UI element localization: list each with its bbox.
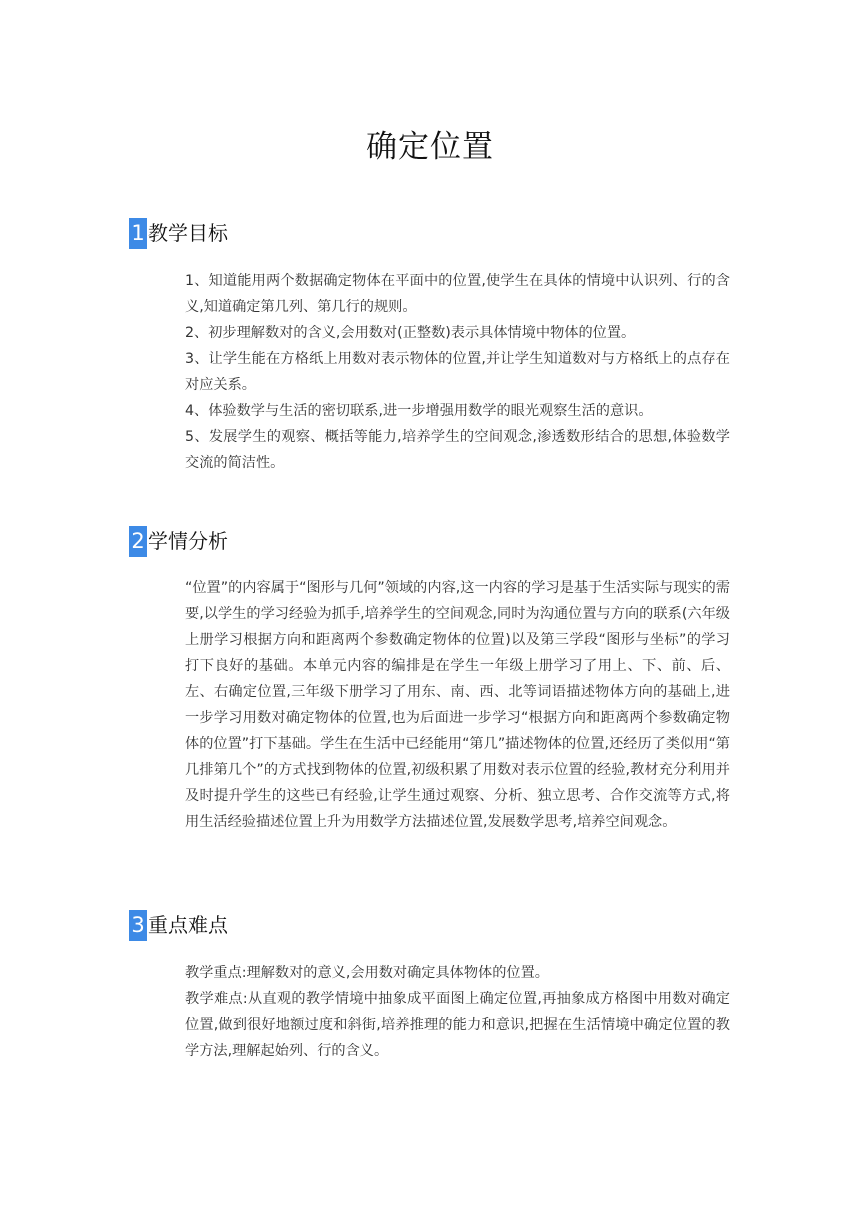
section-number-badge: 3: [129, 910, 147, 941]
section-title: 学情分析: [148, 529, 228, 553]
section-number-badge: 1: [129, 218, 147, 249]
section-body-key-points: [185, 960, 730, 1064]
difficulty-paragraph: 教学难点:从直观的教学情境中抽象成平面图上确定位置,再抽象成方格图中用数对确定位置,做到很好地额过度和斜街,培养推理的能力和意识,把握在生活情境中确定位置的教学方法,理解起始列、行的含义。: [185, 991, 730, 1059]
section-number-badge: 2: [129, 526, 147, 557]
goal-item: 2、初步理解数对的含义,会用数对(正整数)表示具体情境中物体的位置。: [185, 325, 636, 341]
goal-item: 3、让学生能在方格纸上用数对表示物体的位置,并让学生知道数对与方格纸上的点存在对应关系。: [185, 351, 730, 393]
section-body-teaching-goals: [185, 268, 730, 476]
page-title: 确定位置: [366, 128, 494, 165]
section-title: 重点难点: [148, 913, 228, 937]
section-heading-learner-analysis: [129, 526, 228, 557]
goal-item: 1、知道能用两个数据确定物体在平面中的位置,使学生在具体的情境中认识列、行的含义,知道确定第几列、第几行的规则。: [185, 273, 730, 315]
section-heading-key-points: [129, 910, 228, 941]
goal-item: 4、体验数学与生活的密切联系,进一步增强用数学的眼光观察生活的意识。: [185, 403, 653, 419]
goal-item: 5、发展学生的观察、概括等能力,培养学生的空间观念,渗透数形结合的思想,体验数学交流的简洁性。: [185, 429, 730, 471]
section-title: 教学目标: [148, 221, 228, 245]
key-point-paragraph: 教学重点:理解数对的意义,会用数对确定具体物体的位置。: [185, 965, 549, 981]
section-body-learner-analysis: [185, 575, 730, 835]
section-heading-teaching-goals: [129, 218, 228, 249]
analysis-paragraph: “位置”的内容属于“图形与几何”领域的内容,这一内容的学习是基于生活实际与现实的需要,以学生的学习经验为抓手,培养学生的空间观念,同时为沟通位置与方向的联系(六年级上册学习根据方向和距离两个参数确定物体的位置)以及第三学段“图形与坐标”的学习打下良好的基础。本单元内容的编排是在学生一年级上册学习了用上、下、前、后、左、右确定位置,三年级下册学习了用东、南、西、北等词语描述物体方向的基础上,进一步学习用数对确定物体的位置,也为后面进一步学习“根据方向和距离两个参数确定物体的位置”打下基础。学生在生活中已经能用“第几”描述物体的位置,还经历了类似用“第几排第几个”的方式找到物体的位置,初级积累了用数对表示位置的经验,教材充分利用并及时提升学生的这些已有经验,让学生通过观察、分析、独立思考、合作交流等方式,将用生活经验描述位置上升为用数学方法描述位置,发展数学思考,培养空间观念。: [185, 580, 730, 830]
